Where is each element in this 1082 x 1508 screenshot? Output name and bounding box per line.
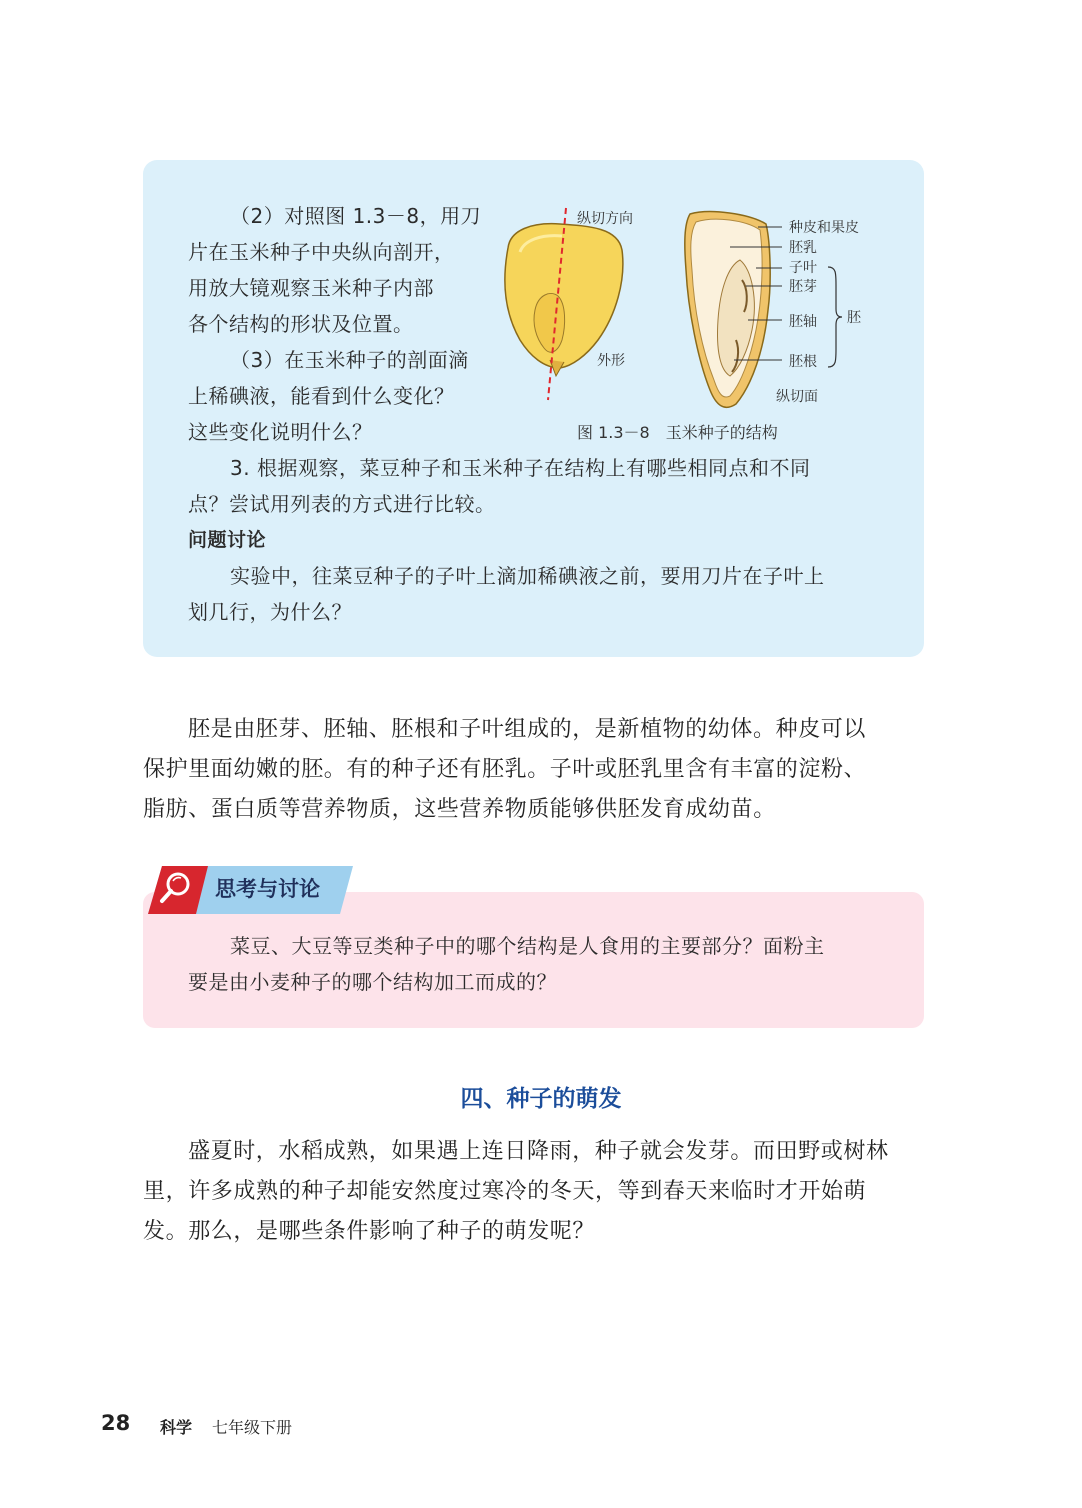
- label-cotyledon: 子叶: [789, 260, 817, 276]
- para1-line-2: 保护里面幼嫩的胚。有的种子还有胚乳。子叶或胚乳里含有丰富的淀粉、: [143, 757, 867, 782]
- discussion-line-2: 划几行，为什么？: [188, 600, 352, 624]
- corn-section-drawing: [685, 212, 770, 408]
- think-line-1: 菜豆、大豆等豆类种子中的哪个结构是人食用的主要部分？面粉主: [230, 934, 825, 958]
- discussion-heading: 问题讨论: [188, 529, 267, 551]
- section-line-2: 里，许多成熟的种子却能安然度过寒冷的冬天，等到春天来临时才开始萌: [143, 1179, 867, 1204]
- figure-caption: 图 1.3－8 玉米种子的结构: [577, 423, 778, 442]
- label-endosperm: 胚乳: [789, 240, 817, 256]
- para1-line-3: 脂肪、蛋白质等营养物质，这些营养物质能够供胚发育成幼苗。: [143, 797, 776, 822]
- corn-seed-figure: [490, 200, 790, 415]
- compare-line-1: 3. 根据观察，菜豆种子和玉米种子在结构上有哪些相同点和不同: [230, 456, 811, 480]
- label-section: 纵切面: [776, 389, 818, 405]
- embryo-brace: [826, 265, 844, 369]
- book-title: 科学: [160, 1418, 193, 1437]
- discussion-line-1: 实验中，往菜豆种子的子叶上滴加稀碘液之前，要用刀片在子叶上: [230, 564, 825, 588]
- grade-label: 七年级下册: [212, 1418, 293, 1437]
- think-line-2: 要是由小麦种子的哪个结构加工而成的？: [188, 970, 557, 994]
- step3-line-3: 这些变化说明什么？: [188, 420, 373, 444]
- section-line-1: 盛夏时，水稻成熟，如果遇上连日降雨，种子就会发芽。而田野或树林: [188, 1139, 889, 1164]
- section-title: 四、种子的萌发: [460, 1086, 622, 1112]
- label-exterior: 外形: [597, 353, 625, 369]
- step2-line-2: 片在玉米种子中央纵向剖开，: [188, 240, 455, 264]
- step2-line-3: 用放大镜观察玉米种子内部: [188, 276, 434, 300]
- think-discuss-title: 思考与讨论: [215, 877, 320, 901]
- section-line-3: 发。那么，是哪些条件影响了种子的萌发呢？: [143, 1219, 596, 1244]
- label-embryo: 胚: [847, 310, 861, 326]
- step3-line-2: 上稀碘液，能看到什么变化？: [188, 384, 455, 408]
- step3-line-1: （3）在玉米种子的剖面滴: [230, 348, 469, 372]
- magnifier-icon: [156, 868, 196, 908]
- para1-line-1: 胚是由胚芽、胚轴、胚根和子叶组成的，是新植物的幼体。种皮可以: [188, 717, 867, 742]
- compare-line-2: 点？尝试用列表的方式进行比较。: [188, 492, 496, 516]
- step2-line-1: （2）对照图 1.3－8，用刀: [230, 204, 482, 228]
- label-radicle: 胚根: [789, 354, 817, 370]
- label-plumule: 胚芽: [789, 279, 817, 295]
- label-hypocotyl: 胚轴: [789, 314, 817, 330]
- label-cut-direction: 纵切方向: [577, 211, 633, 227]
- label-seed-coat: 种皮和果皮: [789, 220, 859, 236]
- step2-line-4: 各个结构的形状及位置。: [188, 312, 414, 336]
- page-number: 28: [101, 1411, 131, 1435]
